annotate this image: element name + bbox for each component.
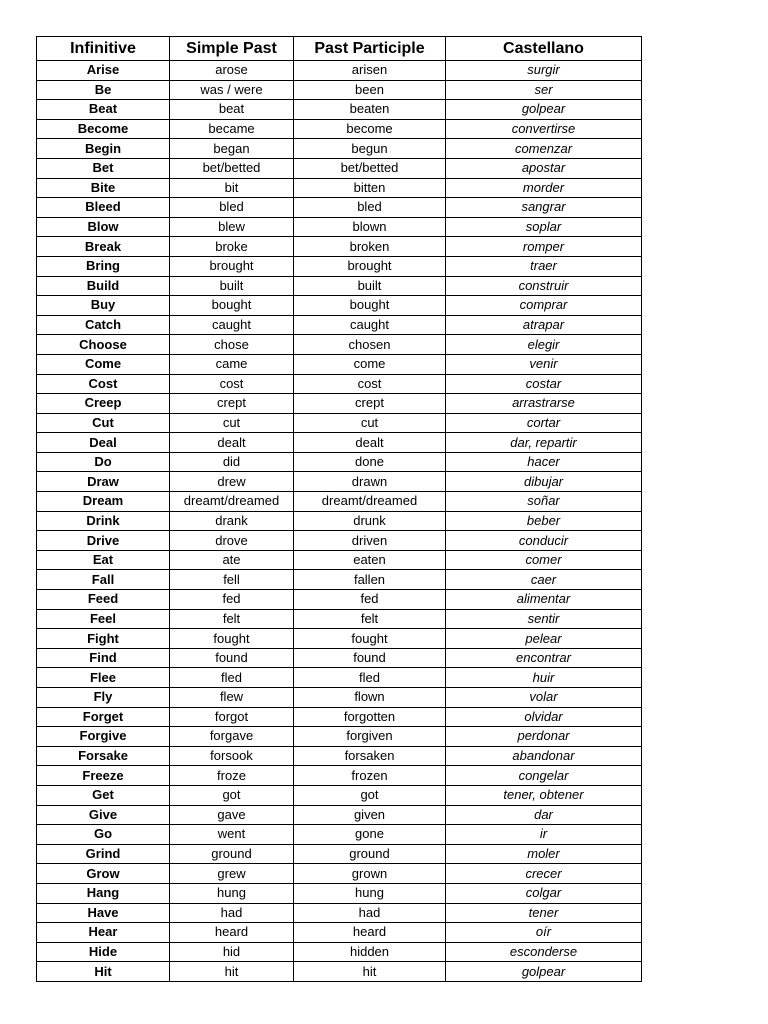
cell-simple-past: went bbox=[170, 825, 294, 845]
cell-infinitive: Feel bbox=[37, 609, 170, 629]
cell-infinitive: Blow bbox=[37, 217, 170, 237]
cell-simple-past: ground bbox=[170, 844, 294, 864]
cell-simple-past: bled bbox=[170, 198, 294, 218]
table-row bbox=[37, 492, 642, 512]
cell-castellano: surgir bbox=[446, 61, 642, 81]
cell-castellano: perdonar bbox=[446, 727, 642, 747]
cell-past-participle: had bbox=[294, 903, 446, 923]
cell-infinitive: Drive bbox=[37, 531, 170, 551]
cell-past-participle: felt bbox=[294, 609, 446, 629]
cell-simple-past: came bbox=[170, 354, 294, 374]
table-row bbox=[37, 452, 642, 472]
cell-castellano: venir bbox=[446, 354, 642, 374]
cell-past-participle: forgotten bbox=[294, 707, 446, 727]
table-row bbox=[37, 942, 642, 962]
cell-infinitive: Freeze bbox=[37, 766, 170, 786]
cell-past-participle: been bbox=[294, 80, 446, 100]
cell-castellano: soplar bbox=[446, 217, 642, 237]
cell-past-participle: drunk bbox=[294, 511, 446, 531]
cell-simple-past: blew bbox=[170, 217, 294, 237]
cell-simple-past: drank bbox=[170, 511, 294, 531]
cell-past-participle: fallen bbox=[294, 570, 446, 590]
table-row bbox=[37, 531, 642, 551]
table-row bbox=[37, 315, 642, 335]
table-row bbox=[37, 688, 642, 708]
cell-simple-past: fell bbox=[170, 570, 294, 590]
cell-past-participle: blown bbox=[294, 217, 446, 237]
cell-simple-past: grew bbox=[170, 864, 294, 884]
cell-castellano: moler bbox=[446, 844, 642, 864]
cell-castellano: caer bbox=[446, 570, 642, 590]
header-castellano: Castellano bbox=[446, 37, 642, 61]
table-row bbox=[37, 374, 642, 394]
cell-castellano: beber bbox=[446, 511, 642, 531]
cell-simple-past: forgot bbox=[170, 707, 294, 727]
cell-castellano: congelar bbox=[446, 766, 642, 786]
cell-infinitive: Hang bbox=[37, 883, 170, 903]
cell-past-participle: flown bbox=[294, 688, 446, 708]
cell-infinitive: Grind bbox=[37, 844, 170, 864]
cell-infinitive: Fly bbox=[37, 688, 170, 708]
cell-castellano: encontrar bbox=[446, 648, 642, 668]
cell-simple-past: fought bbox=[170, 629, 294, 649]
cell-past-participle: built bbox=[294, 276, 446, 296]
cell-simple-past: did bbox=[170, 452, 294, 472]
cell-infinitive: Break bbox=[37, 237, 170, 257]
cell-past-participle: driven bbox=[294, 531, 446, 551]
table-row bbox=[37, 707, 642, 727]
cell-simple-past: hung bbox=[170, 883, 294, 903]
cell-past-participle: bought bbox=[294, 296, 446, 316]
cell-simple-past: flew bbox=[170, 688, 294, 708]
cell-infinitive: Buy bbox=[37, 296, 170, 316]
cell-past-participle: cut bbox=[294, 413, 446, 433]
table-row bbox=[37, 178, 642, 198]
table-row bbox=[37, 237, 642, 257]
cell-past-participle: come bbox=[294, 354, 446, 374]
cell-castellano: morder bbox=[446, 178, 642, 198]
table-row bbox=[37, 903, 642, 923]
table-row bbox=[37, 962, 642, 982]
table-row bbox=[37, 158, 642, 178]
cell-simple-past: brought bbox=[170, 256, 294, 276]
cell-simple-past: gave bbox=[170, 805, 294, 825]
cell-simple-past: began bbox=[170, 139, 294, 159]
cell-castellano: esconderse bbox=[446, 942, 642, 962]
cell-infinitive: Creep bbox=[37, 394, 170, 414]
cell-simple-past: found bbox=[170, 648, 294, 668]
cell-infinitive: Feed bbox=[37, 590, 170, 610]
cell-simple-past: crept bbox=[170, 394, 294, 414]
cell-simple-past: forsook bbox=[170, 746, 294, 766]
cell-castellano: comer bbox=[446, 550, 642, 570]
cell-past-participle: bet/betted bbox=[294, 158, 446, 178]
cell-past-participle: forsaken bbox=[294, 746, 446, 766]
cell-infinitive: Grow bbox=[37, 864, 170, 884]
cell-simple-past: dealt bbox=[170, 433, 294, 453]
cell-simple-past: became bbox=[170, 119, 294, 139]
table-row bbox=[37, 825, 642, 845]
cell-castellano: traer bbox=[446, 256, 642, 276]
table-row bbox=[37, 80, 642, 100]
cell-castellano: arrastrarse bbox=[446, 394, 642, 414]
table-row bbox=[37, 413, 642, 433]
table-row bbox=[37, 139, 642, 159]
cell-past-participle: gone bbox=[294, 825, 446, 845]
cell-infinitive: Flee bbox=[37, 668, 170, 688]
cell-past-participle: caught bbox=[294, 315, 446, 335]
cell-past-participle: fed bbox=[294, 590, 446, 610]
cell-simple-past: built bbox=[170, 276, 294, 296]
cell-castellano: atrapar bbox=[446, 315, 642, 335]
cell-castellano: apostar bbox=[446, 158, 642, 178]
cell-past-participle: done bbox=[294, 452, 446, 472]
cell-infinitive: Give bbox=[37, 805, 170, 825]
cell-infinitive: Catch bbox=[37, 315, 170, 335]
table-header bbox=[37, 37, 642, 61]
cell-castellano: golpear bbox=[446, 100, 642, 120]
cell-infinitive: Get bbox=[37, 785, 170, 805]
table-body bbox=[37, 61, 642, 982]
table-row bbox=[37, 609, 642, 629]
cell-simple-past: caught bbox=[170, 315, 294, 335]
table-row bbox=[37, 256, 642, 276]
cell-castellano: dibujar bbox=[446, 472, 642, 492]
cell-castellano: construir bbox=[446, 276, 642, 296]
cell-castellano: ser bbox=[446, 80, 642, 100]
cell-castellano: pelear bbox=[446, 629, 642, 649]
cell-past-participle: hidden bbox=[294, 942, 446, 962]
table-row bbox=[37, 746, 642, 766]
cell-past-participle: bled bbox=[294, 198, 446, 218]
cell-simple-past: dreamt/dreamed bbox=[170, 492, 294, 512]
cell-past-participle: fought bbox=[294, 629, 446, 649]
header-past-participle: Past Participle bbox=[294, 37, 446, 61]
cell-infinitive: Bet bbox=[37, 158, 170, 178]
cell-castellano: elegir bbox=[446, 335, 642, 355]
table-row bbox=[37, 648, 642, 668]
cell-past-participle: got bbox=[294, 785, 446, 805]
cell-infinitive: Be bbox=[37, 80, 170, 100]
cell-castellano: abandonar bbox=[446, 746, 642, 766]
table-row bbox=[37, 198, 642, 218]
cell-castellano: comenzar bbox=[446, 139, 642, 159]
cell-simple-past: bit bbox=[170, 178, 294, 198]
cell-castellano: crecer bbox=[446, 864, 642, 884]
cell-castellano: hacer bbox=[446, 452, 642, 472]
cell-simple-past: bought bbox=[170, 296, 294, 316]
cell-past-participle: crept bbox=[294, 394, 446, 414]
cell-infinitive: Forgive bbox=[37, 727, 170, 747]
cell-castellano: tener, obtener bbox=[446, 785, 642, 805]
cell-infinitive: Draw bbox=[37, 472, 170, 492]
table-row bbox=[37, 100, 642, 120]
cell-castellano: costar bbox=[446, 374, 642, 394]
cell-castellano: olvidar bbox=[446, 707, 642, 727]
cell-simple-past: bet/betted bbox=[170, 158, 294, 178]
table-row bbox=[37, 844, 642, 864]
cell-infinitive: Hide bbox=[37, 942, 170, 962]
table-row bbox=[37, 296, 642, 316]
table-row bbox=[37, 883, 642, 903]
cell-past-participle: hit bbox=[294, 962, 446, 982]
cell-past-participle: cost bbox=[294, 374, 446, 394]
cell-simple-past: hid bbox=[170, 942, 294, 962]
cell-castellano: convertirse bbox=[446, 119, 642, 139]
cell-past-participle: grown bbox=[294, 864, 446, 884]
cell-infinitive: Bring bbox=[37, 256, 170, 276]
cell-simple-past: felt bbox=[170, 609, 294, 629]
table-row bbox=[37, 472, 642, 492]
cell-past-participle: heard bbox=[294, 923, 446, 943]
cell-simple-past: drove bbox=[170, 531, 294, 551]
cell-past-participle: forgiven bbox=[294, 727, 446, 747]
cell-infinitive: Have bbox=[37, 903, 170, 923]
cell-castellano: tener bbox=[446, 903, 642, 923]
cell-simple-past: drew bbox=[170, 472, 294, 492]
table-row bbox=[37, 805, 642, 825]
cell-castellano: volar bbox=[446, 688, 642, 708]
cell-castellano: colgar bbox=[446, 883, 642, 903]
cell-infinitive: Come bbox=[37, 354, 170, 374]
cell-simple-past: heard bbox=[170, 923, 294, 943]
cell-simple-past: beat bbox=[170, 100, 294, 120]
cell-simple-past: hit bbox=[170, 962, 294, 982]
cell-castellano: dar bbox=[446, 805, 642, 825]
cell-infinitive: Hit bbox=[37, 962, 170, 982]
cell-infinitive: Do bbox=[37, 452, 170, 472]
cell-infinitive: Cost bbox=[37, 374, 170, 394]
cell-simple-past: cut bbox=[170, 413, 294, 433]
table-row bbox=[37, 217, 642, 237]
cell-infinitive: Eat bbox=[37, 550, 170, 570]
cell-castellano: sangrar bbox=[446, 198, 642, 218]
cell-past-participle: beaten bbox=[294, 100, 446, 120]
header-infinitive: Infinitive bbox=[37, 37, 170, 61]
cell-infinitive: Dream bbox=[37, 492, 170, 512]
header-row bbox=[37, 37, 642, 61]
cell-infinitive: Become bbox=[37, 119, 170, 139]
cell-castellano: sentir bbox=[446, 609, 642, 629]
irregular-verbs-table bbox=[36, 36, 642, 982]
cell-infinitive: Arise bbox=[37, 61, 170, 81]
cell-castellano: soñar bbox=[446, 492, 642, 512]
cell-castellano: conducir bbox=[446, 531, 642, 551]
cell-infinitive: Deal bbox=[37, 433, 170, 453]
cell-past-participle: begun bbox=[294, 139, 446, 159]
cell-past-participle: broken bbox=[294, 237, 446, 257]
cell-infinitive: Begin bbox=[37, 139, 170, 159]
cell-infinitive: Find bbox=[37, 648, 170, 668]
cell-infinitive: Bleed bbox=[37, 198, 170, 218]
cell-past-participle: ground bbox=[294, 844, 446, 864]
table-row bbox=[37, 629, 642, 649]
cell-past-participle: dealt bbox=[294, 433, 446, 453]
cell-simple-past: fled bbox=[170, 668, 294, 688]
cell-castellano: comprar bbox=[446, 296, 642, 316]
cell-infinitive: Choose bbox=[37, 335, 170, 355]
cell-past-participle: found bbox=[294, 648, 446, 668]
cell-past-participle: fled bbox=[294, 668, 446, 688]
cell-simple-past: chose bbox=[170, 335, 294, 355]
cell-castellano: huir bbox=[446, 668, 642, 688]
cell-simple-past: broke bbox=[170, 237, 294, 257]
cell-infinitive: Hear bbox=[37, 923, 170, 943]
cell-infinitive: Go bbox=[37, 825, 170, 845]
cell-past-participle: arisen bbox=[294, 61, 446, 81]
cell-simple-past: got bbox=[170, 785, 294, 805]
cell-infinitive: Fall bbox=[37, 570, 170, 590]
cell-simple-past: arose bbox=[170, 61, 294, 81]
cell-past-participle: become bbox=[294, 119, 446, 139]
table-row bbox=[37, 394, 642, 414]
cell-infinitive: Build bbox=[37, 276, 170, 296]
table-row bbox=[37, 864, 642, 884]
table-row bbox=[37, 511, 642, 531]
cell-simple-past: froze bbox=[170, 766, 294, 786]
cell-past-participle: drawn bbox=[294, 472, 446, 492]
cell-past-participle: eaten bbox=[294, 550, 446, 570]
table-row bbox=[37, 570, 642, 590]
table-row bbox=[37, 923, 642, 943]
cell-infinitive: Forget bbox=[37, 707, 170, 727]
table-row bbox=[37, 61, 642, 81]
cell-past-participle: frozen bbox=[294, 766, 446, 786]
table-row bbox=[37, 668, 642, 688]
cell-simple-past: cost bbox=[170, 374, 294, 394]
cell-castellano: romper bbox=[446, 237, 642, 257]
cell-simple-past: ate bbox=[170, 550, 294, 570]
table-row bbox=[37, 354, 642, 374]
cell-infinitive: Bite bbox=[37, 178, 170, 198]
cell-past-participle: bitten bbox=[294, 178, 446, 198]
cell-castellano: golpear bbox=[446, 962, 642, 982]
table-row bbox=[37, 119, 642, 139]
table-row bbox=[37, 550, 642, 570]
table-row bbox=[37, 766, 642, 786]
cell-infinitive: Forsake bbox=[37, 746, 170, 766]
cell-infinitive: Drink bbox=[37, 511, 170, 531]
cell-simple-past: forgave bbox=[170, 727, 294, 747]
table-row bbox=[37, 727, 642, 747]
cell-simple-past: fed bbox=[170, 590, 294, 610]
cell-simple-past: had bbox=[170, 903, 294, 923]
cell-infinitive: Beat bbox=[37, 100, 170, 120]
table-row bbox=[37, 590, 642, 610]
cell-past-participle: hung bbox=[294, 883, 446, 903]
cell-castellano: cortar bbox=[446, 413, 642, 433]
cell-past-participle: chosen bbox=[294, 335, 446, 355]
header-simple-past: Simple Past bbox=[170, 37, 294, 61]
cell-past-participle: given bbox=[294, 805, 446, 825]
cell-castellano: dar, repartir bbox=[446, 433, 642, 453]
table-row bbox=[37, 433, 642, 453]
cell-castellano: ir bbox=[446, 825, 642, 845]
cell-past-participle: dreamt/dreamed bbox=[294, 492, 446, 512]
cell-castellano: oír bbox=[446, 923, 642, 943]
cell-castellano: alimentar bbox=[446, 590, 642, 610]
cell-simple-past: was / were bbox=[170, 80, 294, 100]
cell-past-participle: brought bbox=[294, 256, 446, 276]
table-row bbox=[37, 335, 642, 355]
cell-infinitive: Fight bbox=[37, 629, 170, 649]
cell-infinitive: Cut bbox=[37, 413, 170, 433]
table-row bbox=[37, 276, 642, 296]
table-row bbox=[37, 785, 642, 805]
